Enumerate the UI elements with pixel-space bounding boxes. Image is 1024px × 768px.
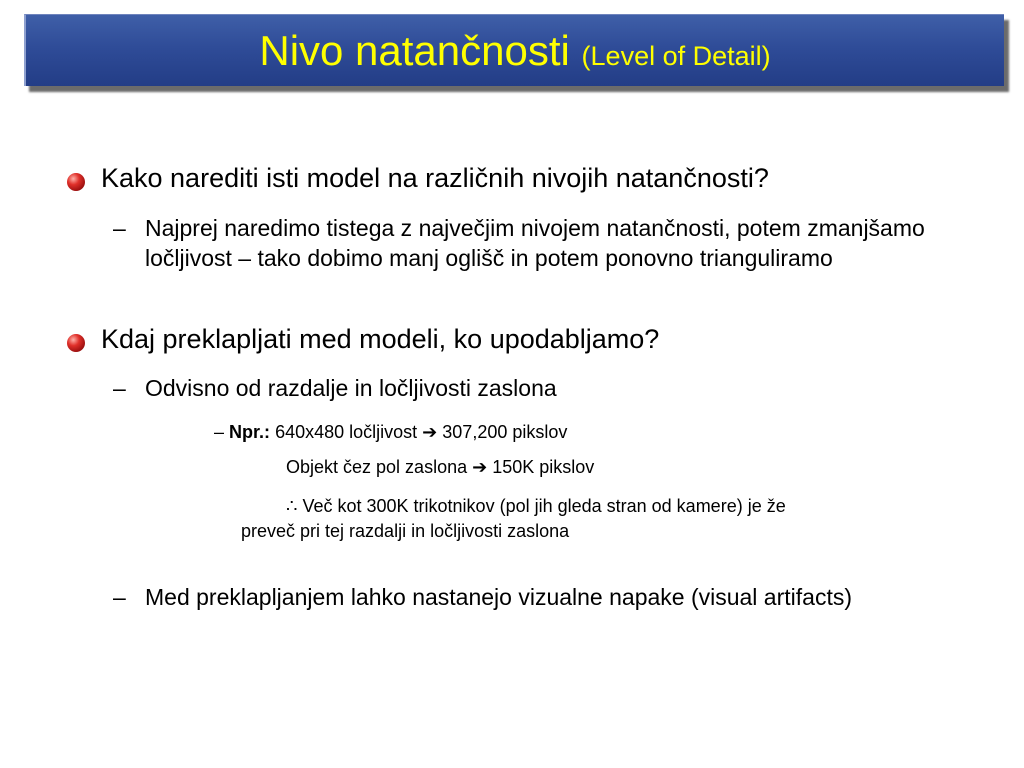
example-line-1-b: 307,200 pikslov (442, 422, 568, 442)
bullet-2-subitem-2-text: Med preklapljanjem lahko nastanejo vizualne napake (visual artifacts) (145, 584, 852, 610)
bullet-2-subitem-1-text: Odvisno od razdalje in ločljivosti zaslona (145, 375, 557, 401)
bullet-1 (72, 162, 972, 194)
dash-marker: – (113, 584, 126, 610)
example-line-2 (286, 455, 594, 480)
dash-marker: – (214, 422, 225, 442)
example-line-3 (286, 494, 786, 518)
title-bar (24, 14, 1004, 86)
slide-title (259, 26, 771, 74)
bullet-1-subitem-1-text: Najprej naredimo tistega z največjim nivojem natančnosti, potem zmanjšamo ločljivost – tako dobimo manj oglišč in potem ponovno trianguliramo (145, 215, 925, 271)
example-label: Npr.: (229, 422, 271, 442)
bullet-2-subitem-2 (113, 582, 963, 612)
bullet-1-subitem-1 (113, 213, 963, 273)
example-line-4 (241, 519, 569, 543)
dash-marker: – (113, 215, 126, 241)
example-line-1 (214, 420, 567, 445)
example-line-2-a: Objekt čez pol zaslona (286, 457, 468, 477)
example-line-3-a: Več kot 300K trikotnikov (pol jih gleda stran od kamere) je že (302, 496, 786, 516)
bullet-sphere-icon (67, 334, 85, 352)
therefore-icon: ∴ (286, 496, 298, 516)
example-line-1-a: 640x480 ločljivost (275, 422, 418, 442)
example-line-2-b: 150K pikslov (492, 457, 595, 477)
right-arrow-icon: ➔ (422, 422, 438, 443)
bullet-1-text: Kako narediti isti model na različnih nivojih natančnosti? (101, 163, 769, 193)
dash-marker: – (113, 375, 126, 401)
title-sub: (Level of Detail) (581, 40, 771, 71)
example-line-3-b: preveč pri tej razdalji in ločljivosti zaslona (241, 521, 570, 541)
title-main: Nivo natančnosti (259, 26, 570, 74)
bullet-2-text: Kdaj preklapljati med modeli, ko upodabljamo? (101, 324, 660, 354)
bullet-2 (72, 323, 972, 355)
right-arrow-icon: ➔ (472, 457, 488, 478)
bullet-2-subitem-1 (113, 373, 963, 403)
bullet-sphere-icon (67, 173, 85, 191)
